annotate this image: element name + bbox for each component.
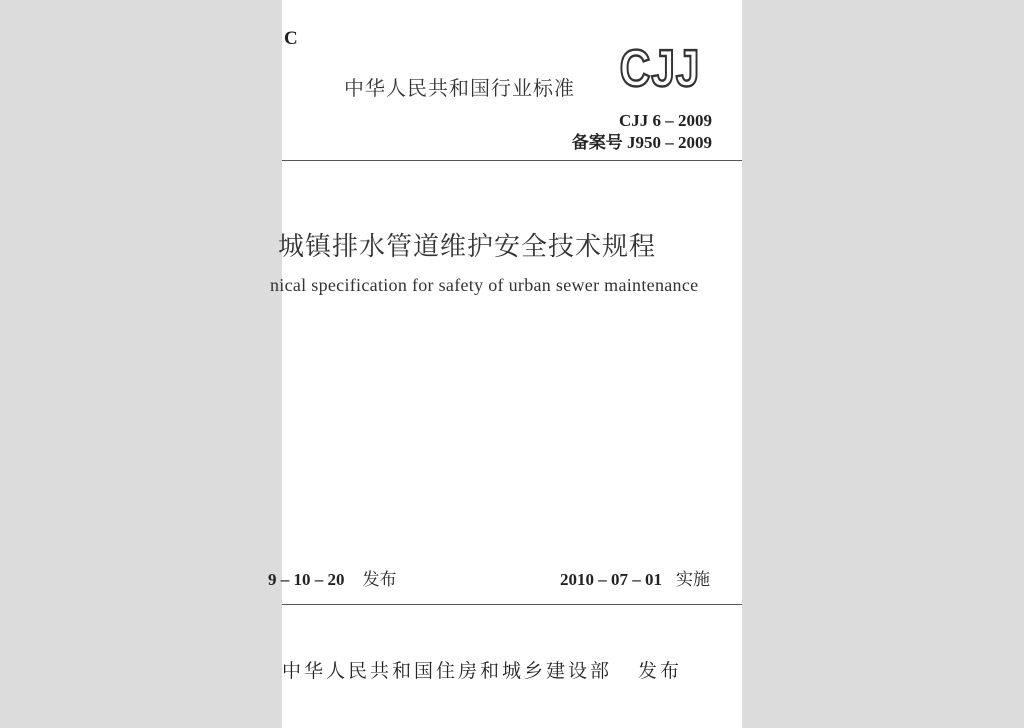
- standard-number: CJJ 6 – 2009: [618, 111, 712, 130]
- standard-number-block: [572, 110, 712, 154]
- bottom-divider: [282, 604, 742, 605]
- top-divider: [282, 160, 742, 161]
- publisher-label: 发布: [638, 660, 683, 682]
- publisher-name: 中华人民共和国住房和城乡建设部: [282, 660, 613, 682]
- document-page: [268, 0, 742, 728]
- record-number: 备案号 J950 – 2009: [571, 133, 712, 152]
- title-english: nical specification for safety of urban sewer maintenance: [270, 275, 699, 295]
- cjj-logo-text: CJJ: [619, 40, 701, 99]
- classification-code: C: [284, 28, 298, 49]
- industry-standard-label: 中华人民共和国行业标准: [344, 76, 575, 100]
- cjj-logo: [618, 40, 718, 99]
- issue-line: [268, 565, 397, 590]
- issue-date: 9 – 10 – 20: [268, 570, 345, 589]
- effective-line: [560, 565, 710, 590]
- effective-date: 2010 – 07 – 01: [560, 570, 662, 589]
- issue-label: 发布: [362, 570, 397, 590]
- title-chinese: 城镇排水管道维护安全技术规程: [278, 232, 657, 262]
- publisher-line: [282, 656, 682, 683]
- effective-label: 实施: [676, 570, 710, 590]
